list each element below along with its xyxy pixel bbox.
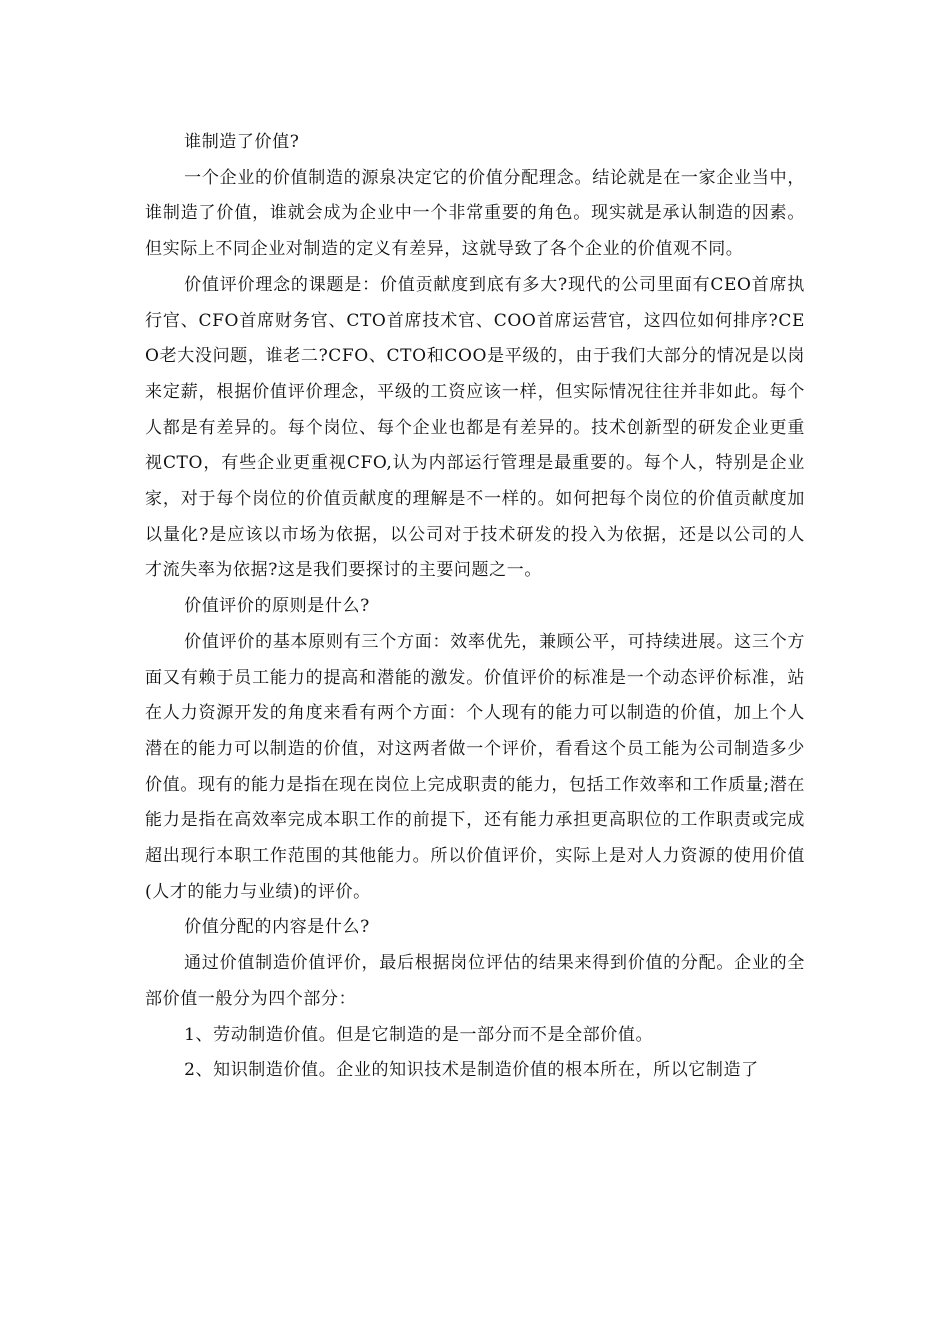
section-heading-evaluation-principles: 价值评价的原则是什么? [184,596,370,617]
paragraph-distribution-overview: 通过价值制造价值评价，最后根据岗位评估的结果来得到价值的分配。企业的全部价值一般分为四个部分： [145,953,805,1009]
list-item-knowledge-value: 2、知识制造价值。企业的知识技术是制造价值的根本所在，所以它制造了 [184,1060,759,1081]
section-heading-distribution-content: 价值分配的内容是什么? [184,917,370,938]
paragraph-value-evaluation-topic: 价值评价理念的课题是：价值贡献度到底有多大?现代的公司里面有CEO首席执行官、CFO首席财务官、CTO首席技术官、COO首席运营官，这四位如何排序?CEO老大没问题，谁老二?CFO、CTO和COO是平级的，由于我们大部分的情况是以岗来定薪，根据价值评价理念，平级的工资应该一样，但实际情况往往并非如此。每个人都是有差异的。每个岗位、每个企业也都是有差异的。技术创新型的研发企业更重视CTO，有些企业更重视CFO,认为内部运行管理是最重要的。每个人，特别是企业家，对于每个岗位的价值贡献度的理解是不一样的。如何把每个岗位的价值贡献度加以量化?是应该以市场为依据，以公司对于技术研发的投入为依据，还是以公司的人才流失率为依据?这是我们要探讨的主要问题之一。 [145,274,805,581]
document-body [145,125,805,1089]
list-item-labor-value: 1、劳动制造价值。但是它制造的是一部分而不是全部价值。 [184,1024,654,1045]
paragraph-evaluation-principles: 价值评价的基本原则有三个方面：效率优先，兼顾公平，可持续进展。这三个方面又有赖于员工能力的提高和潜能的激发。价值评价的标准是一个动态评价标准，站在人力资源开发的角度来看有两个方面：个人现有的能力可以制造的价值，加上个人潜在的能力可以制造的价值，对这两者做一个评价，看看这个员工能为公司制造多少价值。现有的能力是指在现在岗位上完成职责的能力，包括工作效率和工作质量;潜在能力是指在高效率完成本职工作的前提下，还有能力承担更高职位的工作职责或完成超出现行本职工作范围的其他能力。所以价值评价，实际上是对人力资源的使用价值(人才的能力与业绩)的评价。 [145,631,805,902]
paragraph-value-creation-source: 一个企业的价值制造的源泉决定它的价值分配理念。结论就是在一家企业当中，谁制造了价值，谁就会成为企业中一个非常重要的角色。现实就是承认制造的因素。但实际上不同企业对制造的定义有差异，这就导致了各个企业的价值观不同。 [145,167,805,260]
section-heading-who-creates-value: 谁制造了价值? [184,132,300,152]
